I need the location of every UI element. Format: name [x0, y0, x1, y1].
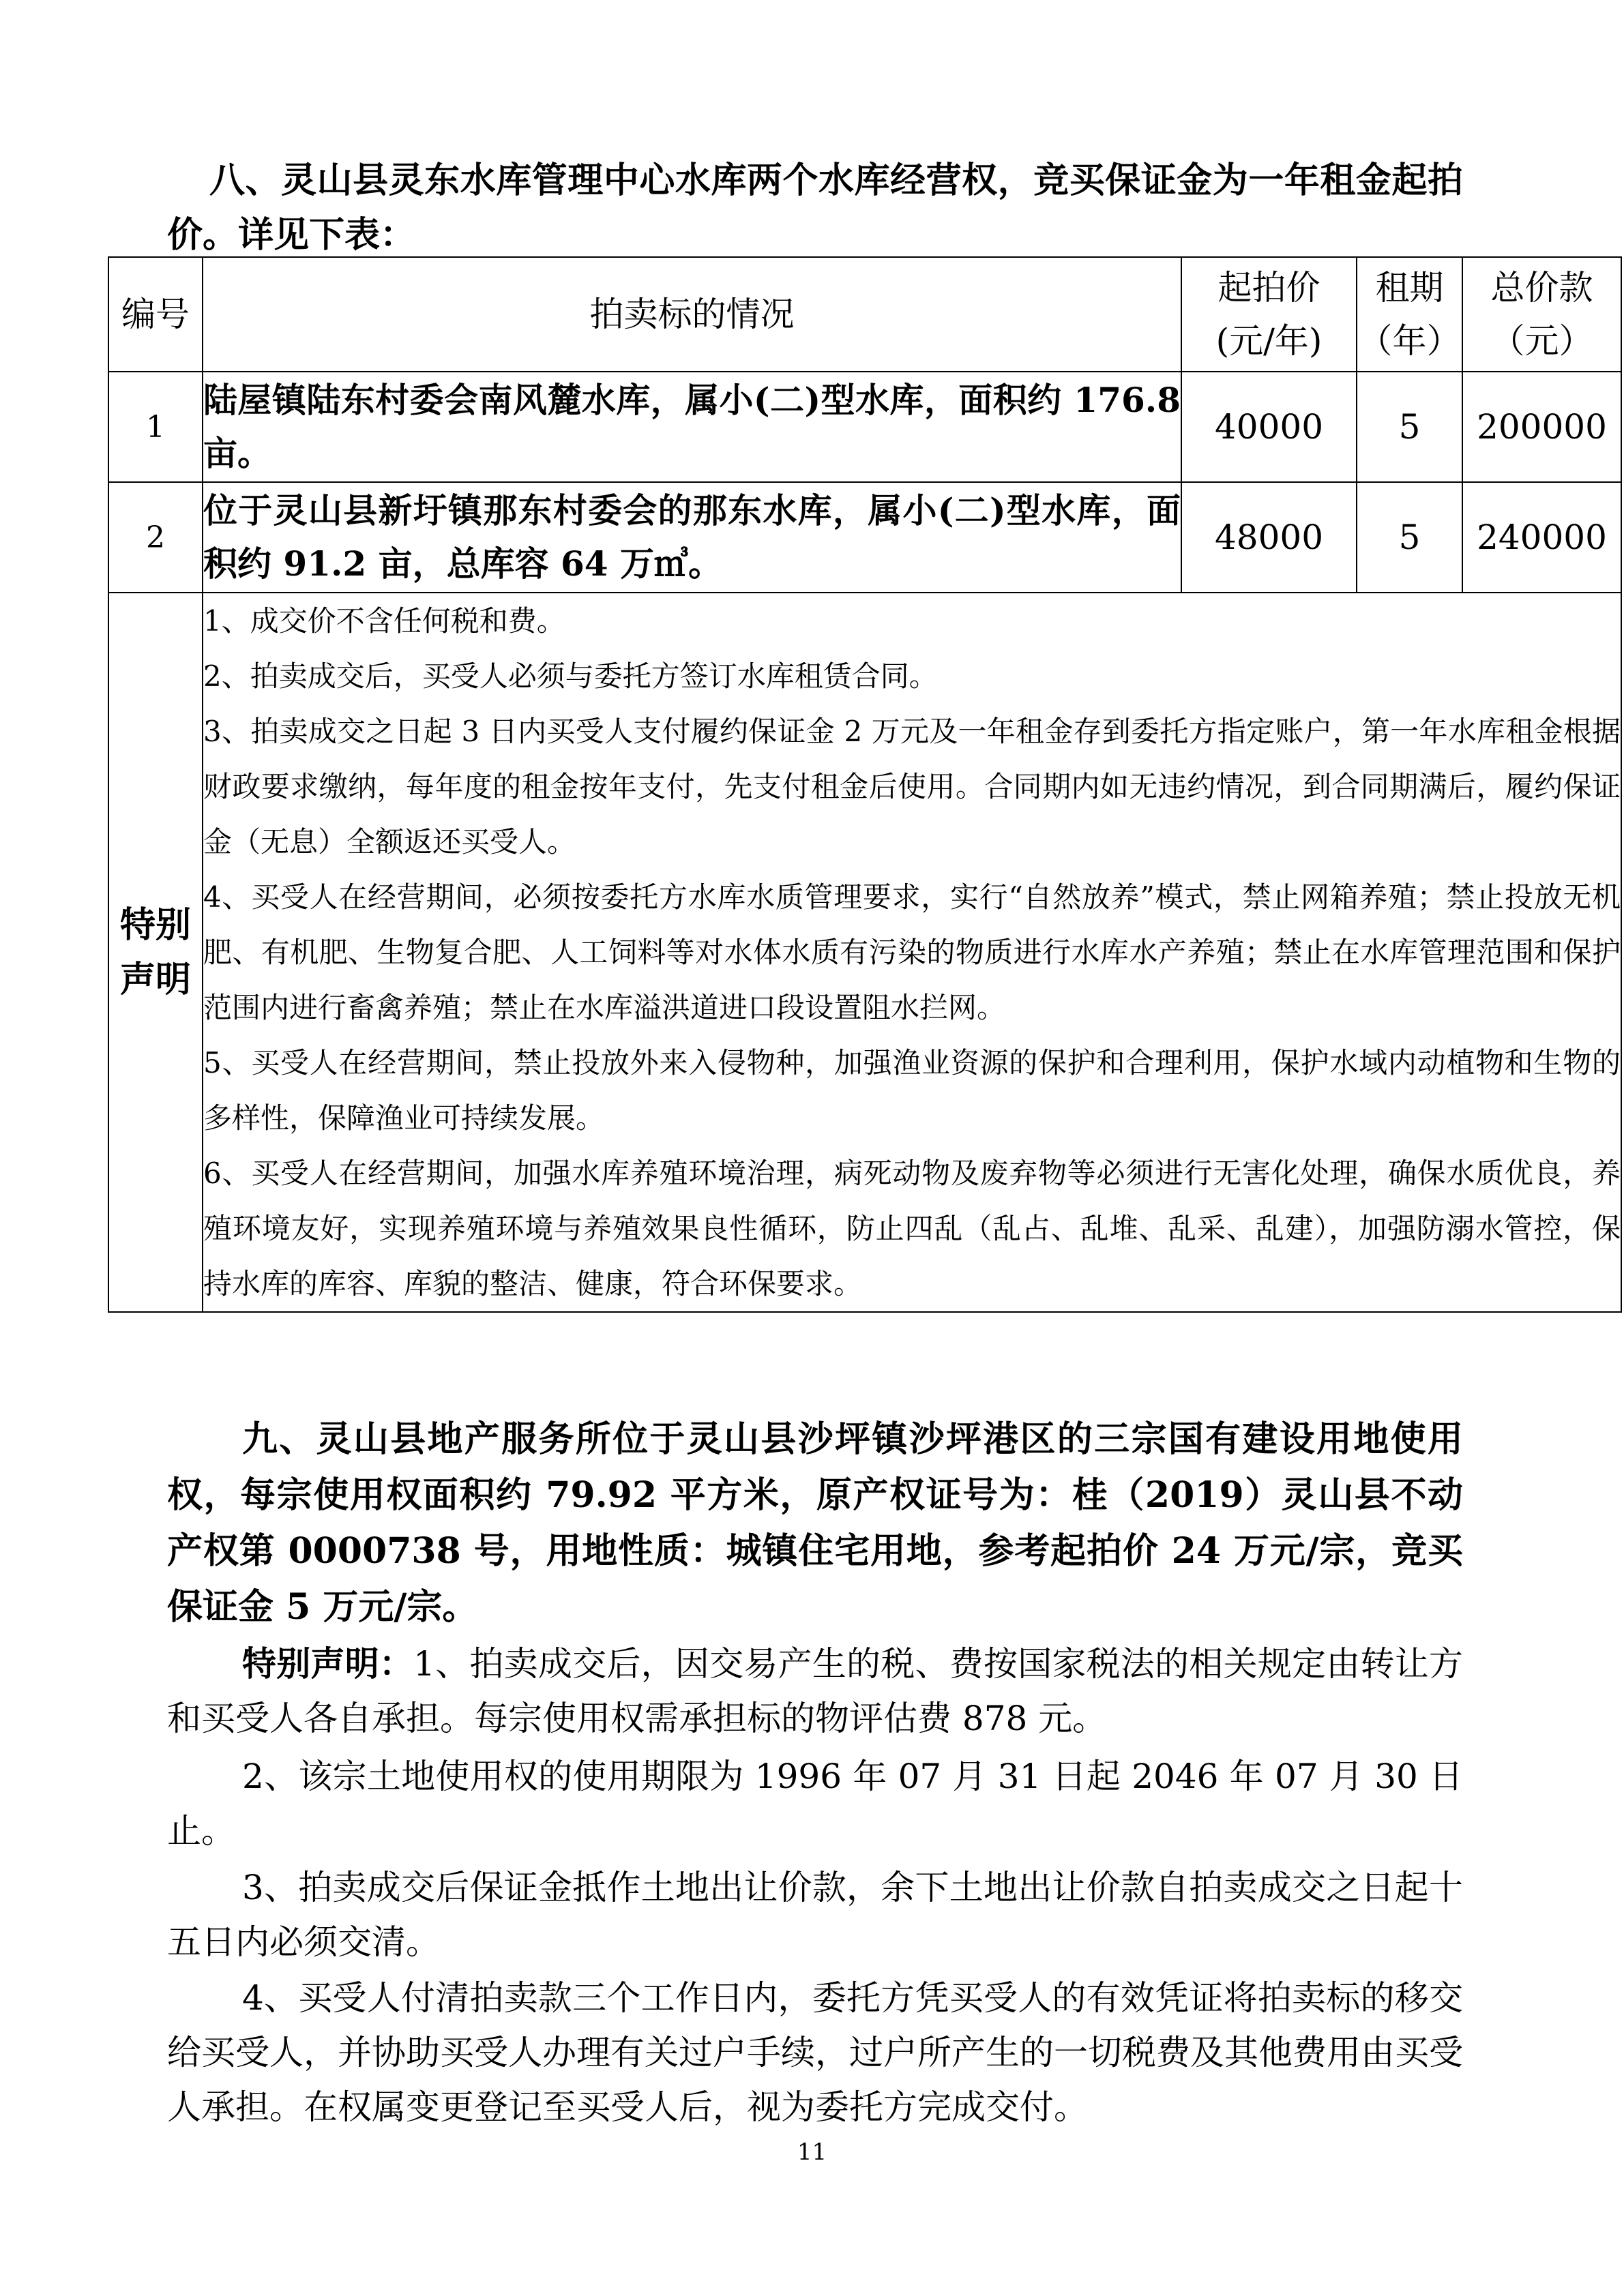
table-header-row	[108, 257, 1621, 372]
special-notes-content	[203, 593, 1621, 1312]
row-price: 40000	[1181, 372, 1357, 482]
header-no: 编号	[108, 257, 203, 372]
auction-table	[108, 256, 1622, 1313]
table-row	[108, 372, 1621, 482]
row-desc: 位于灵山县新圩镇那东村委会的那东水库，属小(二)型水库，面积约 91.2 亩，总库容 64 万㎥。	[203, 482, 1181, 593]
row-no: 2	[108, 482, 203, 593]
section-9-heading: 九、灵山县地产服务所位于灵山县沙坪镇沙坪港区的三宗国有建设用地使用权，每宗使用权面积约 79.92 平方米，原产权证号为：桂（2019）灵山县不动产权第 0000738 号，用地性质：城镇住宅用地，参考起拍价 24 万元/宗，竞买保证金 5 万元/宗。	[167, 1418, 1463, 1628]
note-item: 6、买受人在经营期间，加强水库养殖环境治理，病死动物及废弃物等必须进行无害化处理，确保水质优良，养殖环境友好，实现养殖环境与养殖效果良性循环，防止四乱（乱占、乱堆、乱采、乱建），加强防溺水管控，保持水库的库容、库貌的整洁、健康，符合环保要求。	[203, 1157, 1621, 1300]
table-row	[108, 482, 1621, 593]
section-9-note-2: 2、该宗土地使用权的使用期限为 1996 年 07 月 31 日起 2046 年 07 月 30 日止。	[167, 1757, 1463, 1851]
header-term: 租期 （年）	[1357, 257, 1462, 372]
header-price: 起拍价 (元/年)	[1181, 257, 1357, 372]
note-item: 2、拍卖成交后，买受人必须与委托方签订水库租赁合同。	[203, 659, 938, 693]
note-item: 4、买受人在经营期间，必须按委托方水库水质管理要求，实行“自然放养”模式，禁止网箱养殖；禁止投放无机肥、有机肥、生物复合肥、人工饲料等对水体水质有污染的物质进行水库水产养殖；禁止在水库管理范围和保护范围内进行畜禽养殖；禁止在水库溢洪道进口段设置阻水拦网。	[203, 880, 1621, 1024]
special-notes-lead: 特别声明：	[242, 1643, 414, 1684]
note-1-text: 1、拍卖成交后，因交易产生的税、费按国家税法的相关规定由转让方和买受人各自承担。每宗使用权需承担标的物评估费 878 元。	[167, 1644, 1463, 1738]
page-number: 11	[797, 2138, 827, 2166]
special-notes-label: 特别 声明	[108, 593, 203, 1312]
row-desc: 陆屋镇陆东村委会南风麓水库，属小(二)型水库，面积约 176.8 亩。	[203, 372, 1181, 482]
row-total: 200000	[1462, 372, 1621, 482]
row-price: 48000	[1181, 482, 1357, 593]
special-notes-row	[108, 593, 1621, 1312]
section-9-note-1	[167, 1637, 1463, 1746]
row-term: 5	[1357, 482, 1462, 593]
row-total: 240000	[1462, 482, 1621, 593]
section-8-heading: 八、灵山县灵东水库管理中心水库两个水库经营权，竞买保证金为一年租金起拍价。详见下表：	[167, 160, 1463, 256]
row-no: 1	[108, 372, 203, 482]
row-term: 5	[1357, 372, 1462, 482]
section-9-note-3: 3、拍卖成交后保证金抵作土地出让价款，余下土地出让价款自拍卖成交之日起十五日内必须交清。	[167, 1868, 1463, 1962]
section-9-note-4: 4、买受人付清拍卖款三个工作日内，委托方凭买受人的有效凭证将拍卖标的移交给买受人，并协助买受人办理有关过户手续，过户所产生的一切税费及其他费用由买受人承担。在权属变更登记至买受人后，视为委托方完成交付。	[167, 1978, 1463, 2127]
header-total: 总价款 （元）	[1462, 257, 1621, 372]
note-item: 3、拍卖成交之日起 3 日内买受人支付履约保证金 2 万元及一年租金存到委托方指定账户，第一年水库租金根据财政要求缴纳，每年度的租金按年支付，先支付租金后使用。合同期内如无违约情况，到合同期满后，履约保证金（无息）全额返还买受人。	[203, 715, 1621, 859]
note-item: 5、买受人在经营期间，禁止投放外来入侵物种，加强渔业资源的保护和合理利用，保护水域内动植物和生物的多样性，保障渔业可持续发展。	[203, 1046, 1621, 1135]
header-desc: 拍卖标的情况	[203, 257, 1181, 372]
note-item: 1、成交价不含任何税和费。	[203, 604, 565, 638]
